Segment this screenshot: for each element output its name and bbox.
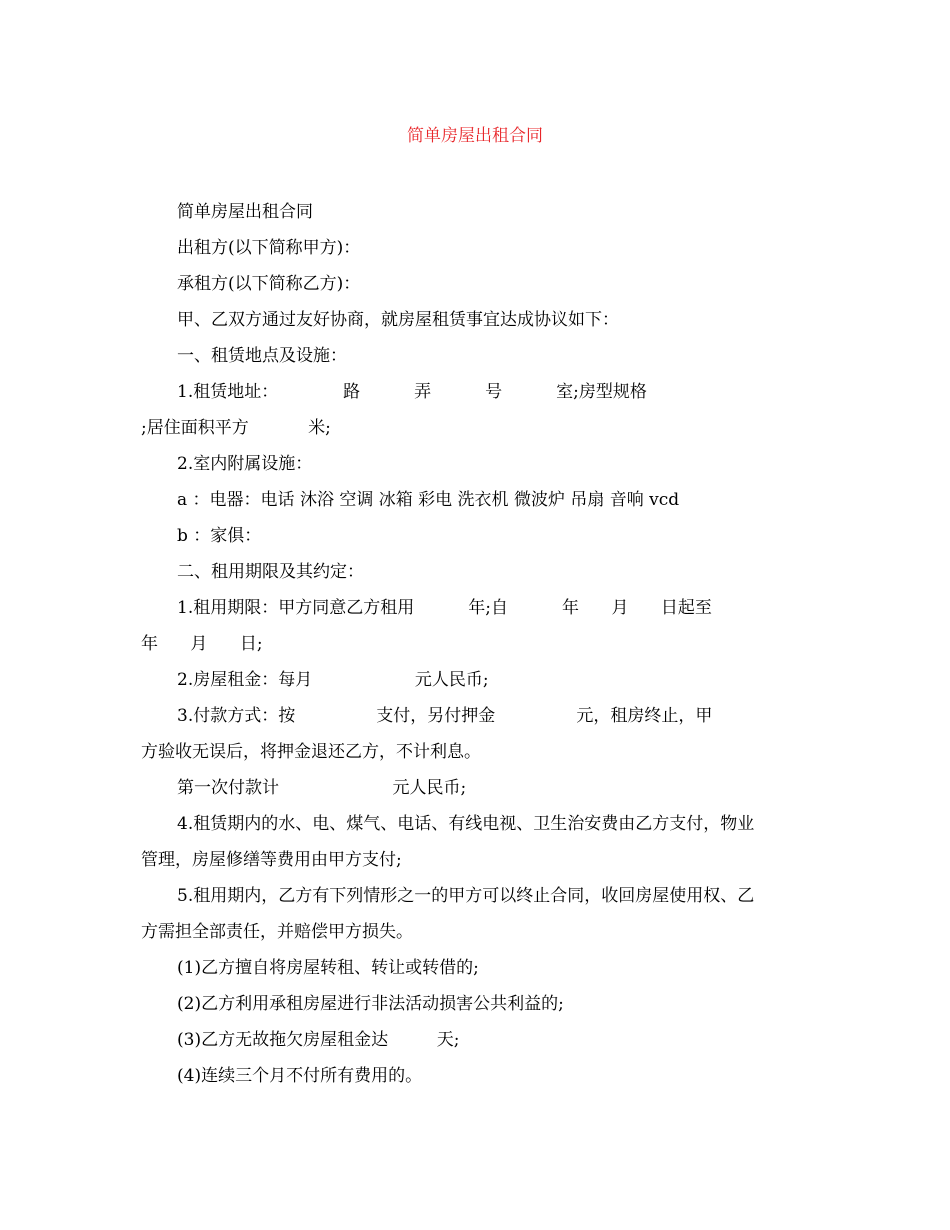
paragraph: (2)乙方利用承租房屋进行非法活动损害公共利益的; [177,994,564,1014]
paragraph-continuation: 方验收无误后，将押金退还乙方，不计利息。 [141,742,481,762]
paragraph: (1)乙方擅自将房屋转租、转让或转借的; [177,958,479,978]
paragraph-continuation: ;居住面积平方 米; [141,418,331,438]
paragraph: 第一次付款计 元人民币; [177,778,467,798]
paragraph: 承租方(以下简称乙方)： [177,274,361,294]
paragraph: 2.室内附属设施： [177,454,313,474]
paragraph: 4.租赁期内的水、电、煤气、电话、有线电视、卫生治安费由乙方支付，物业 [177,814,755,834]
paragraph: 一、租赁地点及设施： [177,346,347,366]
paragraph: 1.租用期限：甲方同意乙方租用 年;自 年 月 日起至 [177,598,712,618]
document-body [141,194,813,1094]
paragraph: 简单房屋出租合同 [177,202,313,222]
paragraph-continuation: 管理，房屋修缮等费用由甲方支付; [141,850,402,870]
paragraph: 出租方(以下简称甲方)： [177,238,361,258]
paragraph-continuation: 年 月 日; [141,634,263,654]
paragraph: 甲、乙双方通过友好协商，就房屋租赁事宜达成协议如下： [177,310,619,330]
paragraph: 二、租用期限及其约定： [177,562,364,582]
paragraph: a ：电器：电话 沐浴 空调 冰箱 彩电 洗衣机 微波炉 吊扇 音响 vcd [177,490,680,510]
paragraph: 2.房屋租金：每月 元人民币; [177,670,489,690]
document-title: 简单房屋出租合同 [407,126,543,146]
paragraph: b ：家俱： [177,526,262,546]
paragraph: (3)乙方无故拖欠房屋租金达 天; [177,1030,460,1050]
paragraph: (4)连续三个月不付所有费用的。 [177,1066,423,1086]
paragraph: 3.付款方式：按 支付，另付押金 元，租房终止，甲 [177,706,713,726]
paragraph: 1.租赁地址： 路 弄 号 室;房型规格 [177,382,647,402]
paragraph-continuation: 方需担全部责任，并赔偿甲方损失。 [141,922,413,942]
paragraph: 5.租用期内，乙方有下列情形之一的甲方可以终止合同，收回房屋使用权、乙 [177,886,755,906]
